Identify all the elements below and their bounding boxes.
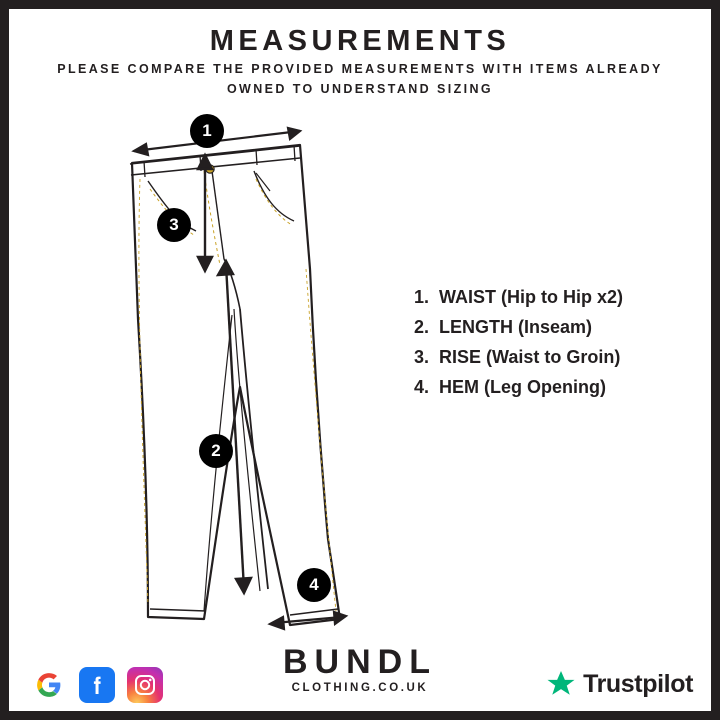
legend-item-hem: [401, 377, 691, 398]
trustpilot-badge[interactable]: [546, 669, 693, 699]
jeans-diagram: [104, 119, 414, 639]
card-background: [9, 9, 711, 711]
social-links: [31, 667, 163, 703]
legend-number: 2.: [413, 317, 429, 337]
page-subtitle: PLEASE COMPARE THE PROVIDED MEASUREMENTS WITH ITEMS ALREADY OWNED TO UNDERSTAND SIZING: [57, 62, 663, 96]
legend-name: HEM: [439, 377, 479, 397]
legend-number: 1.: [413, 287, 429, 307]
marker-1: 1: [190, 114, 224, 148]
legend-detail: (Leg Opening): [484, 377, 606, 397]
facebook-icon[interactable]: [79, 667, 115, 703]
instagram-icon[interactable]: [127, 667, 163, 703]
legend-name: LENGTH: [439, 317, 513, 337]
trustpilot-label: Trustpilot: [583, 669, 693, 698]
brand-name: BUNDL: [283, 643, 437, 681]
legend-item-waist: [401, 287, 691, 308]
legend-detail: (Hip to Hip x2): [501, 287, 624, 307]
brand-logo: [250, 644, 470, 694]
marker-2: 2: [199, 434, 233, 468]
legend-number: 3.: [413, 347, 429, 367]
google-icon[interactable]: [31, 667, 67, 703]
legend-name: RISE: [439, 347, 482, 367]
page-title: MEASUREMENTS: [209, 25, 511, 57]
legend-item-rise: [401, 347, 691, 368]
trustpilot-star-icon: [546, 669, 576, 699]
measurement-legend: [401, 287, 691, 407]
brand-domain: CLOTHING.CO.UK: [291, 682, 429, 694]
legend-item-length: [401, 317, 691, 338]
marker-3: 3: [157, 208, 191, 242]
legend-detail: (Inseam): [518, 317, 593, 337]
legend-number: 4.: [413, 377, 429, 397]
legend-detail: (Waist to Groin): [486, 347, 621, 367]
legend-name: WAIST: [439, 287, 496, 307]
marker-4: 4: [297, 568, 331, 602]
